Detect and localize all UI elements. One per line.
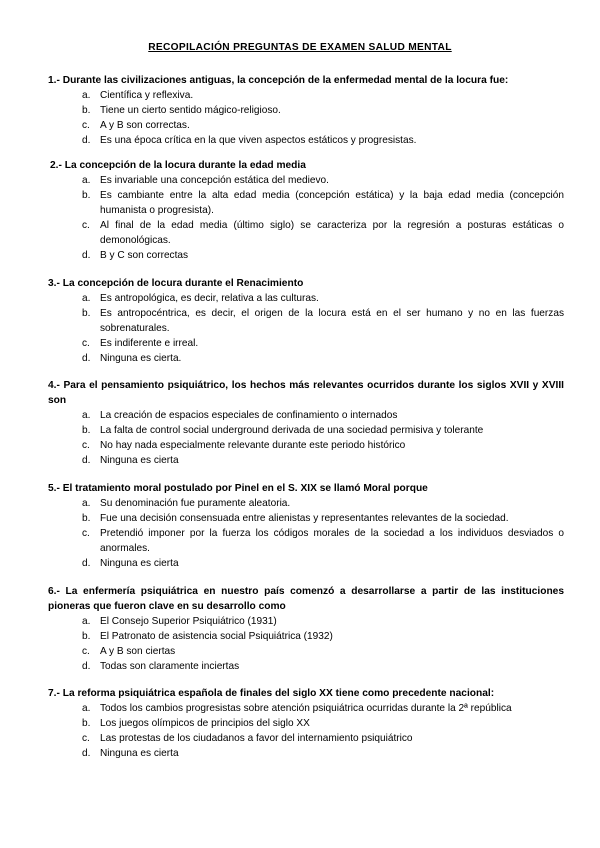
option-letter: d. [82,250,91,261]
option-c [48,526,564,556]
question-text: 4.- Para el pensamiento psiquiátrico, los hechos más relevantes ocurridos durante los siglos XVII y XVIII son [48,380,564,406]
option-b [48,511,564,526]
option-a [48,88,564,103]
option-b [48,423,564,438]
option-letter: a. [82,498,91,509]
option-letter: a. [82,703,91,714]
options-list [48,496,564,571]
option-letter: a. [82,293,91,304]
option-c [48,438,564,453]
option-text: Las protestas de los ciudadanos a favor del internamiento psiquiátrico [100,733,413,744]
option-letter: a. [82,175,91,186]
option-letter: c. [82,220,90,231]
option-a [48,408,564,423]
option-text: Es antropocéntrica, es decir, el origen de la locura está en el ser humano y no en las fuerzas sobrenaturales. [100,308,564,334]
option-text: Fue una decisión consensuada entre alienistas y representantes relevantes de la sociedad. [100,513,509,524]
option-d [48,248,564,263]
option-text: Su denominación fue puramente aleatoria. [100,498,291,509]
option-text: Ninguna es cierta [100,558,179,569]
option-d [48,351,564,366]
option-text: Es antropológica, es decir, relativa a las culturas. [100,293,319,304]
option-a [48,496,564,511]
option-text: Tiene un cierto sentido mágico-religioso. [100,105,281,116]
options-list [48,88,564,148]
option-letter: c. [82,120,90,131]
options-list [48,408,564,468]
option-text: Todas son claramente inciertas [100,661,240,672]
question-2 [50,158,564,263]
options-list [48,701,564,761]
option-letter: c. [82,440,90,451]
option-text: Los juegos olímpicos de principios del siglo XX [100,718,310,729]
option-letter: c. [82,646,90,657]
option-c [48,336,564,351]
option-text: Ninguna es cierta. [100,353,182,364]
option-d [48,659,564,674]
question-6 [48,584,564,674]
question-text: 6.- La enfermería psiquiátrica en nuestro país comenzó a desarrollarse a partir de las instituciones pioneras que fueron clave en su desarrollo como [48,586,564,612]
options-list [48,614,564,674]
option-letter: d. [82,353,91,364]
option-text: Al final de la edad media (último siglo) se caracteriza por la regresión a posturas estáticas o demonológicas. [100,220,564,246]
options-list [48,173,564,263]
option-c [48,731,564,746]
option-d [48,746,564,761]
question-text: 2.- La concepción de la locura durante la edad media [50,160,306,171]
option-b [48,716,564,731]
option-a [48,614,564,629]
option-text: Es cambiante entre la alta edad media (concepción estática) y la baja edad media (concepción humanista o progresista). [100,190,564,216]
option-b [48,629,564,644]
option-text: El Consejo Superior Psiquiátrico (1931) [100,616,277,627]
option-letter: b. [82,308,91,319]
option-letter: c. [82,528,90,539]
option-letter: a. [82,90,91,101]
option-c [48,118,564,133]
option-letter: b. [82,631,91,642]
option-letter: c. [82,733,90,744]
option-text: No hay nada especialmente relevante durante este periodo histórico [100,440,406,451]
option-a [48,701,564,716]
question-text: 1.- Durante las civilizaciones antiguas, la concepción de la enfermedad mental de la locura fue: [48,75,509,86]
option-text: Es indiferente e irreal. [100,338,199,349]
option-text: Ninguna es cierta [100,455,179,466]
question-1 [48,73,564,148]
option-b [48,103,564,118]
option-text: B y C son correctas [100,250,189,261]
option-text: A y B son correctas. [100,120,190,131]
option-b [48,306,564,336]
option-letter: b. [82,105,91,116]
option-letter: b. [82,718,91,729]
option-c [48,644,564,659]
option-letter: a. [82,616,91,627]
question-text: 3.- La concepción de locura durante el Renacimiento [48,278,304,289]
question-3 [48,276,564,366]
options-list [48,291,564,366]
option-text: A y B son ciertas [100,646,176,657]
option-text: La falta de control social underground derivada de una sociedad permisiva y tolerante [100,425,484,436]
option-letter: d. [82,135,91,146]
option-b [48,188,564,218]
option-text: Pretendió imponer por la fuerza los códigos morales de la sociedad a los individuos desviados o anormales. [100,528,564,554]
option-letter: b. [82,190,91,201]
option-text: Todos los cambios progresistas sobre atención psiquiátrica ocurridas durante la 2ª república [100,703,512,714]
option-text: Científica y reflexiva. [100,90,194,101]
question-5 [48,481,564,571]
option-a [48,173,564,188]
option-d [48,133,564,148]
option-text: Es una época crítica en la que viven aspectos estáticos y progresistas. [100,135,417,146]
option-text: La creación de espacios especiales de confinamiento o internados [100,410,398,421]
option-letter: b. [82,425,91,436]
option-letter: d. [82,558,91,569]
document-title: RECOPILACIÓN PREGUNTAS DE EXAMEN SALUD MENTAL [148,42,452,53]
question-4 [48,378,564,468]
option-a [48,291,564,306]
option-letter: d. [82,455,91,466]
option-c [48,218,564,248]
option-text: El Patronato de asistencia social Psiquiátrica (1932) [100,631,333,642]
option-letter: a. [82,410,91,421]
option-text: Ninguna es cierta [100,748,179,759]
option-text: Es invariable una concepción estática del medievo. [100,175,329,186]
option-letter: d. [82,748,91,759]
option-d [48,453,564,468]
option-letter: d. [82,661,91,672]
question-text: 5.- El tratamiento moral postulado por Pinel en el S. XIX se llamó Moral porque [48,483,428,494]
question-text: 7.- La reforma psiquiátrica española de finales del siglo XX tiene como precedente nacional: [48,688,495,699]
option-letter: c. [82,338,90,349]
option-d [48,556,564,571]
question-7 [48,686,564,761]
option-letter: b. [82,513,91,524]
